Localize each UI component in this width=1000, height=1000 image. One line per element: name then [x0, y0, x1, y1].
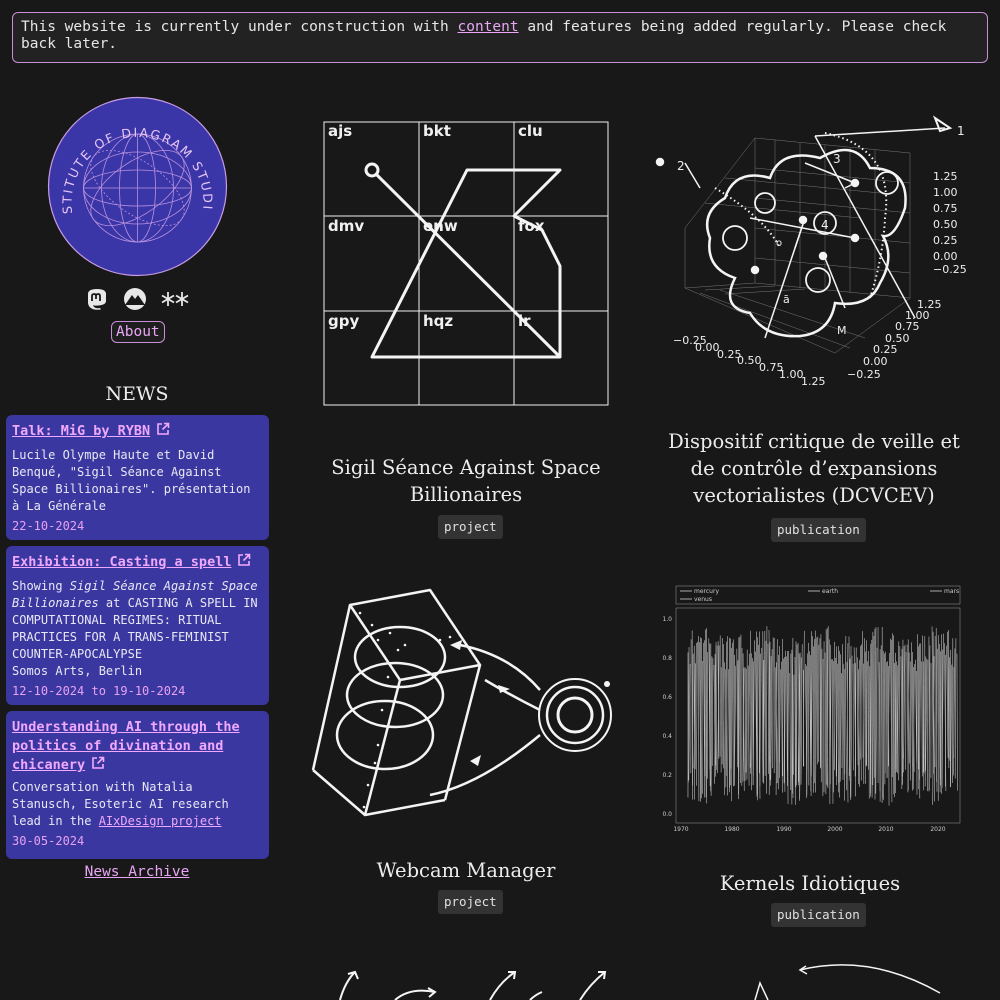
legend-entry: venus [694, 596, 712, 603]
kernel-stroke [832, 659, 833, 804]
y-tick: −0.25 [847, 368, 881, 381]
card-tag[interactable]: project [438, 515, 503, 539]
banner-content-link[interactable]: content [457, 19, 519, 35]
sigil-cell: hqz [423, 312, 454, 330]
kernel-stroke [696, 642, 697, 786]
card-title[interactable]: Dispositif critique de veille et de contrôle d’expansions vectorialistes (DCVCEV) [668, 430, 960, 507]
sigil-cell: bkt [423, 122, 451, 140]
card-tag[interactable]: publication [771, 903, 866, 927]
legend-entry: mercury [694, 588, 719, 595]
kernel-stroke [760, 654, 761, 787]
kernel-stroke [939, 644, 940, 792]
kernel-stroke [857, 657, 858, 765]
kernel-stroke [869, 651, 870, 799]
card-title[interactable]: Sigil Séance Against Space Billionaires [331, 456, 601, 506]
z-tick: 0.50 [933, 218, 958, 231]
kernel-stroke [748, 666, 749, 786]
kernel-stroke [790, 673, 791, 790]
y-tick: 1.0 [662, 616, 672, 623]
card-title[interactable]: Kernels Idiotiques [719, 872, 901, 895]
z-tick: 0.25 [933, 234, 958, 247]
kernel-stroke [737, 649, 738, 768]
kernel-stroke [695, 643, 696, 769]
banner-text-after: and features being added regularly. Please check back later. [21, 19, 947, 52]
news-item-title[interactable]: Talk: MiG by RYBN [12, 422, 263, 441]
sigil-cell: enw [423, 217, 458, 235]
kernel-stroke [787, 657, 788, 786]
x-tick: 0.50 [737, 354, 762, 367]
webcam-diagram[interactable] [310, 585, 620, 834]
kernel-stroke [825, 653, 826, 794]
z-tick: 0.75 [933, 202, 958, 215]
kernel-stroke [843, 664, 844, 780]
kernel-stroke [765, 641, 766, 776]
card-title[interactable]: Webcam Manager [376, 859, 556, 882]
y-tick: 0.50 [885, 332, 910, 345]
kernel-stroke [916, 671, 917, 795]
news-item-body: Showing Sigil Séance Against Space Billionaires at CASTING A SPELL IN COMPUTATIONAL REGIMES: RITUAL PRACTICES FOR A TRANS-FEMINIST COUNTER-APOCALYPSE Somos Arts, Berlin [12, 579, 258, 678]
z-tick: 1.00 [933, 186, 958, 199]
plot-label: 3 [833, 152, 841, 166]
news-item-body: Conversation with Natalia Stanusch, Esoteric AI research lead in the AIxDesign project [12, 780, 229, 828]
y-tick: 0.25 [873, 343, 898, 356]
kernel-stroke [873, 636, 874, 785]
kernel-stroke [740, 635, 741, 783]
kernel-stroke [821, 649, 822, 783]
y-tick: 0.2 [662, 772, 672, 779]
kernel-stroke [698, 636, 699, 801]
aixdesign-link[interactable]: AIxDesign project [98, 814, 222, 828]
kernel-stroke [791, 654, 792, 805]
plot-label: M [837, 324, 847, 337]
kernels-chart[interactable] [660, 584, 962, 838]
kernel-stroke [796, 644, 797, 785]
kernel-stroke [781, 662, 782, 793]
kernel-stroke [807, 653, 808, 795]
x-tick: 1970 [673, 826, 689, 833]
y-tick: 0.0 [662, 811, 672, 818]
news-item-date: 30-05-2024 [12, 834, 85, 848]
logo-text: STITUTE OF DIAGRAM STUDI [59, 124, 216, 215]
kernel-stroke [922, 662, 923, 777]
kernel-stroke [820, 638, 821, 768]
z-tick: 1.25 [933, 170, 958, 183]
plot-label: o [776, 238, 783, 249]
sigil-cell: fox [518, 217, 545, 235]
kernel-stroke [923, 635, 924, 772]
institute-logo[interactable] [47, 96, 228, 277]
kernel-stroke [937, 649, 938, 782]
kernel-stroke [712, 658, 713, 766]
kernel-stroke [731, 648, 732, 769]
kernel-stroke [711, 656, 712, 795]
kernel-stroke [866, 651, 867, 765]
asterisk-icon[interactable] [160, 286, 190, 312]
news-item-title[interactable]: Exhibition: Casting a spell [12, 553, 263, 572]
y-tick: 1.00 [905, 309, 930, 322]
sigil-diagram[interactable] [322, 120, 610, 412]
kernel-stroke [941, 634, 942, 785]
x-tick: 1990 [776, 826, 792, 833]
news-heading: NEWS [105, 383, 169, 405]
news-item [6, 415, 269, 540]
social-links [84, 286, 194, 312]
y-tick: 1.25 [917, 298, 942, 311]
plot-label: 2 [677, 159, 685, 173]
x-tick: 1.00 [779, 368, 804, 381]
plot-label: 1 [957, 124, 965, 138]
arena-icon[interactable] [122, 286, 148, 312]
x-tick: 1.25 [801, 375, 826, 388]
x-tick: 0.25 [717, 348, 742, 361]
kernel-stroke [918, 634, 919, 789]
y-tick: 0.6 [662, 694, 672, 701]
legend-entry: mars [944, 588, 960, 595]
construction-banner [12, 12, 988, 63]
x-tick: −0.25 [673, 334, 707, 347]
sigil-cell: ajs [328, 122, 353, 140]
x-tick: 2010 [878, 826, 894, 833]
news-item-body: Lucile Olympe Haute et David Benqué, "Sigil Séance Against Space Billionaires". présentation à La Générale [12, 448, 251, 513]
news-archive-link[interactable]: News Archive [84, 864, 190, 880]
kernel-stroke [779, 669, 780, 778]
card-tag[interactable]: publication [771, 518, 866, 542]
external-link-icon [237, 553, 251, 572]
x-tick: 2020 [930, 826, 946, 833]
news-item-date: 12-10-2024 to 19-10-2024 [12, 684, 186, 698]
vector-3d-plot[interactable] [655, 108, 975, 397]
kernel-stroke [768, 644, 769, 774]
y-tick: 0.4 [662, 733, 672, 740]
sigil-cell: gpy [328, 312, 360, 330]
sigil-cell: clu [518, 122, 543, 140]
z-tick: 0.00 [933, 250, 958, 263]
y-tick: 0.8 [662, 655, 672, 662]
sigil-cell: dmv [328, 217, 365, 235]
x-tick: 0.00 [695, 341, 720, 354]
x-tick: 2000 [827, 826, 843, 833]
loop-diagram-partial[interactable] [740, 958, 980, 1000]
banner-text-before: This website is currently under construction with [21, 19, 458, 35]
news-item [6, 546, 269, 705]
kernel-stroke [842, 644, 843, 768]
external-link-icon [91, 756, 105, 775]
external-link-icon [156, 422, 170, 441]
sigil-cell: ir [518, 312, 531, 330]
x-tick: 1980 [724, 826, 740, 833]
news-item [6, 711, 269, 859]
kernel-stroke [834, 642, 835, 793]
kernel-stroke [868, 661, 869, 769]
arrows-diagram-partial[interactable] [320, 962, 620, 1000]
y-tick: 0.75 [895, 320, 920, 333]
z-tick: −0.25 [933, 263, 967, 276]
news-item-date: 22-10-2024 [12, 519, 85, 533]
plot-label: ā [783, 293, 790, 306]
kernel-stroke [716, 646, 717, 770]
x-tick: 0.75 [759, 361, 784, 374]
kernel-stroke [766, 626, 767, 794]
about-button[interactable]: About [111, 321, 165, 343]
mastodon-icon[interactable] [84, 286, 110, 312]
kernel-stroke [826, 629, 827, 784]
legend-entry: earth [822, 588, 838, 595]
kernel-stroke [899, 646, 900, 780]
y-tick: 0.00 [863, 355, 888, 368]
kernel-stroke [955, 638, 956, 778]
plot-label: 4 [821, 218, 829, 232]
card-tag[interactable]: project [438, 890, 503, 914]
news-item-title[interactable]: Understanding AI through the politics of divination and chicanery [12, 719, 240, 773]
kernel-stroke [865, 638, 866, 784]
